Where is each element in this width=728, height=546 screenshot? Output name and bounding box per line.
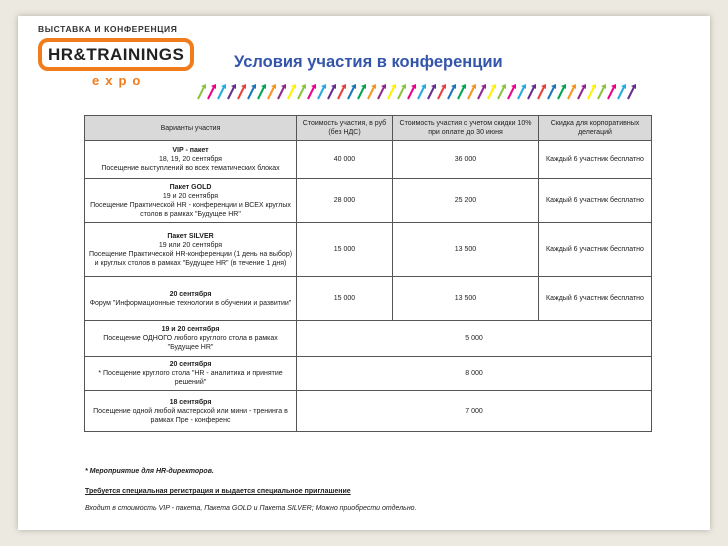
option-line: Посещение Практической HR - конференции и ВСЕХ круглых столов в рамках "Будущее HR" bbox=[90, 201, 291, 218]
arrow-icon bbox=[508, 84, 516, 99]
table-row bbox=[85, 223, 652, 277]
option-title: 19 и 20 сентября bbox=[161, 326, 220, 333]
table-header-row bbox=[85, 116, 652, 141]
page-title: Условия участия в конференции bbox=[234, 53, 503, 71]
option-line: 19 или 20 сентября bbox=[158, 241, 223, 249]
header-corporate: Скидка для корпоративных делегаций bbox=[539, 116, 652, 141]
table-row bbox=[85, 277, 652, 321]
option-cell bbox=[85, 321, 297, 357]
option-title: Пакет GOLD bbox=[169, 183, 212, 191]
header-option: Варианты участия bbox=[85, 116, 297, 141]
arrow-icon bbox=[278, 84, 286, 99]
option-title: 18 сентября bbox=[169, 398, 212, 406]
arrow-icon bbox=[468, 84, 476, 99]
arrow-icon bbox=[428, 84, 436, 99]
arrow-icon bbox=[528, 84, 536, 99]
arrow-icon bbox=[548, 84, 556, 99]
table-row bbox=[85, 321, 652, 357]
price-cell: 15 000 bbox=[297, 277, 393, 321]
arrow-icon bbox=[558, 84, 566, 99]
arrow-icon bbox=[308, 84, 316, 99]
arrow-icon bbox=[518, 84, 526, 99]
option-line: 18, 19, 20 сентября bbox=[159, 156, 222, 163]
logo-sub-text: expo bbox=[92, 73, 147, 88]
table-row bbox=[85, 391, 652, 432]
arrow-icon bbox=[568, 84, 576, 99]
conditions-table bbox=[84, 115, 652, 432]
header-price: Стоимость участия, в руб (без НДС) bbox=[297, 116, 393, 141]
corporate-cell: Каждый 6 участник бесплатно bbox=[539, 223, 652, 277]
document-page bbox=[84, 115, 651, 528]
arrow-icon bbox=[488, 84, 496, 99]
discount-price-cell: 25 200 bbox=[393, 179, 539, 223]
footnote-included: Входит в стоимость VIP - пакета, Пакета GOLD и Пакета SILVER; Можно приобрести отдельно. bbox=[85, 505, 417, 512]
arrow-icon bbox=[458, 84, 466, 99]
option-line: Посещение Практической HR-конференции (1 день на выбор) и круглых столов в рамках "Будущее HR" (в течение 1 дня) bbox=[88, 250, 293, 267]
logo-top-text: ВЫСТАВКА И КОНФЕРЕНЦИЯ bbox=[38, 24, 178, 34]
option-cell bbox=[85, 277, 297, 321]
arrow-icon bbox=[318, 84, 326, 99]
price-cell: 15 000 bbox=[297, 223, 393, 277]
option-line: 19 и 20 сентября bbox=[162, 192, 219, 200]
discount-price-cell: 13 500 bbox=[393, 277, 539, 321]
discount-price-cell: 13 500 bbox=[393, 223, 539, 277]
arrow-icon bbox=[378, 84, 386, 99]
option-title: 20 сентября bbox=[169, 290, 212, 298]
arrow-icon bbox=[538, 84, 546, 99]
arrow-icon bbox=[208, 84, 216, 99]
option-title: 20 сентября bbox=[169, 361, 212, 368]
option-line: * Посещение круглого стола "HR - аналитика и принятие решений" bbox=[98, 370, 283, 386]
footnote-hr-directors: * Мероприятие для HR-директоров. bbox=[85, 468, 214, 475]
arrow-icon bbox=[578, 84, 586, 99]
option-cell bbox=[85, 179, 297, 223]
corporate-cell: Каждый 6 участник бесплатно bbox=[539, 277, 652, 321]
price-cell: 40 000 bbox=[297, 141, 393, 179]
option-cell bbox=[85, 141, 297, 179]
option-line: Форум "Информационные технологии в обучении и развитии" bbox=[89, 299, 292, 307]
arrow-icon bbox=[368, 84, 376, 99]
arrow-icon bbox=[418, 84, 426, 99]
arrow-icon bbox=[408, 84, 416, 99]
merged-price-cell: 7 000 bbox=[297, 391, 652, 432]
arrow-icon bbox=[598, 84, 606, 99]
arrow-icon bbox=[448, 84, 456, 99]
merged-price-cell: 8 000 bbox=[297, 357, 652, 391]
arrow-icon bbox=[238, 84, 246, 99]
arrow-icon bbox=[298, 84, 306, 99]
arrow-icon bbox=[198, 84, 206, 99]
arrow-icon bbox=[248, 84, 256, 99]
arrow-icon bbox=[498, 84, 506, 99]
arrow-icon bbox=[268, 84, 276, 99]
option-line: Посещение выступлений во всех тематических блоках bbox=[101, 165, 280, 172]
arrow-icon bbox=[398, 84, 406, 99]
price-cell: 28 000 bbox=[297, 179, 393, 223]
arrow-icon bbox=[228, 84, 236, 99]
option-cell bbox=[85, 357, 297, 391]
arrow-icon bbox=[328, 84, 336, 99]
arrow-icon bbox=[438, 84, 446, 99]
arrow-icon bbox=[358, 84, 366, 99]
arrow-icon bbox=[258, 84, 266, 99]
arrow-icon bbox=[478, 84, 486, 99]
discount-price-cell: 36 000 bbox=[393, 141, 539, 179]
option-title: VIP - пакет bbox=[172, 147, 209, 154]
arrow-icon bbox=[288, 84, 296, 99]
arrow-icon bbox=[388, 84, 396, 99]
corporate-cell: Каждый 6 участник бесплатно bbox=[539, 141, 652, 179]
arrow-icon bbox=[218, 84, 226, 99]
arrow-icon bbox=[618, 84, 626, 99]
arrow-icon bbox=[608, 84, 616, 99]
option-line: Посещение одной любой мастерской или мини - тренинга в рамках Пре - конференс bbox=[93, 407, 288, 424]
footnote-registration: Требуется специальная регистрация и выдается специальное приглашение bbox=[85, 488, 351, 495]
arrow-icon bbox=[588, 84, 596, 99]
table-row bbox=[85, 179, 652, 223]
slide bbox=[18, 16, 710, 530]
option-cell bbox=[85, 391, 297, 432]
logo bbox=[38, 24, 206, 104]
option-title: Пакет SILVER bbox=[167, 232, 214, 240]
option-cell bbox=[85, 223, 297, 277]
logo-main-text: HR&TRAININGS bbox=[38, 38, 194, 71]
arrow-icon bbox=[348, 84, 356, 99]
arrow-band-decoration bbox=[196, 82, 644, 102]
corporate-cell: Каждый 6 участник бесплатно bbox=[539, 179, 652, 223]
table-row bbox=[85, 357, 652, 391]
option-line: Посещение ОДНОГО любого круглого стола в рамках "Будущее HR" bbox=[103, 335, 278, 351]
header-price-discount: Стоимость участия с учетом скидки 10% при оплате до 30 июня bbox=[393, 116, 539, 141]
table-row bbox=[85, 141, 652, 179]
arrow-icon bbox=[338, 84, 346, 99]
arrow-icon bbox=[628, 84, 636, 99]
merged-price-cell: 5 000 bbox=[297, 321, 652, 357]
